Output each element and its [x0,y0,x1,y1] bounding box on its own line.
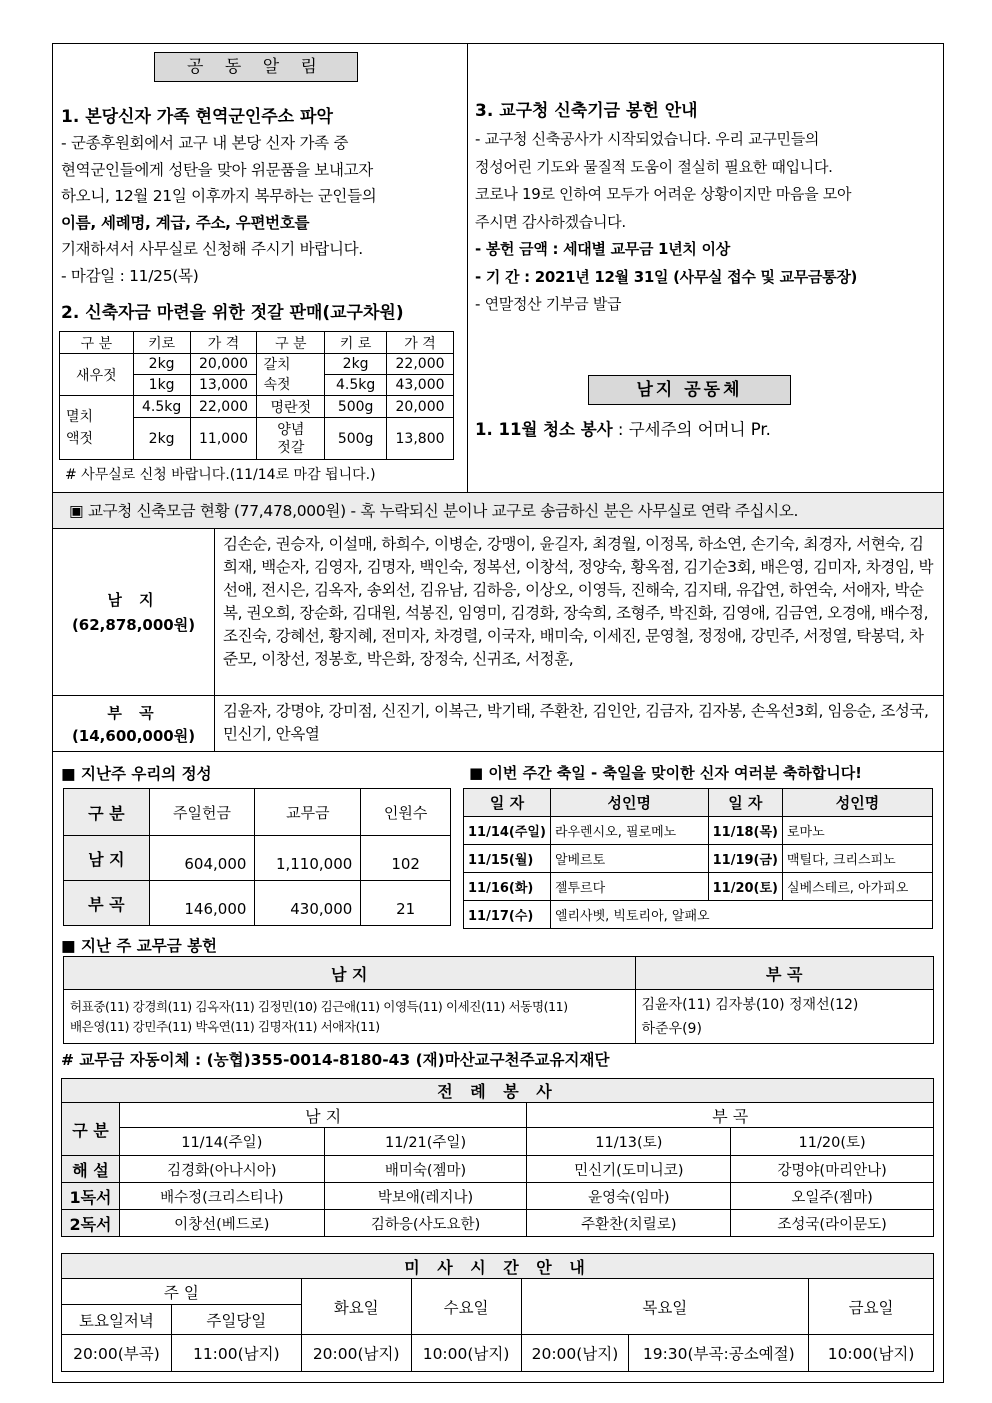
mass-time: 20:00(부곡) [62,1335,172,1372]
dues-bugok-line: 하준우(9) [641,1020,702,1037]
item3-title: 3. 교구청 신축기금 봉헌 안내 [475,101,698,121]
dues-namji-names [64,990,636,1044]
cell: 500g [325,418,387,460]
col-header: 구 분 [60,332,134,354]
cell: 2kg [325,354,387,375]
cell: 1kg [133,375,190,396]
col-header: 구 분 [64,789,150,836]
cell: 강명야(마리안나) [731,1156,934,1183]
feast-date: 11/19(금) [708,845,782,873]
mass-sat-evening: 토요일저녁 [62,1305,172,1335]
cell: 4.5kg [325,375,387,396]
namji-amount: (62,878,000원) [71,616,196,634]
feast-saints: 맥틸다, 크리스피노 [782,845,932,873]
col-header: 일 자 [464,789,551,817]
item1-body [61,130,463,289]
col-header: 구 분 [257,332,325,354]
product-shrimp: 새우젓 [60,354,134,396]
table-row [62,1335,934,1372]
item3-body [475,126,939,319]
item3-line: 코로나 19로 인하여 모두가 어려운 상황이지만 마음을 모아 [475,185,852,203]
item3-line: - 교구청 신축공사가 시작되었습니다. 우리 교구민들의 [475,130,820,148]
service-role: 1독서 [62,1183,120,1210]
cell: 22,000 [387,354,454,375]
feast-date: 11/20(토) [708,873,782,901]
table-row [464,845,933,873]
feast-saints: 라우렌시오, 필로메노 [550,817,708,845]
table-row [62,1156,934,1183]
row-label: 남 지 [64,836,150,881]
mass-fri-header: 금요일 [809,1279,934,1335]
item1-line: 현역군인들에게 성탄을 맞아 위문품을 보내고자 [61,160,373,179]
cell: 박보애(레지나) [324,1183,527,1210]
table-row [64,990,934,1044]
fund-header: ▣ 교구청 신축모금 현황 (77,478,000원) - 혹 누락되신 분이나 교구로 송금하신 분은 사무실로 연락 주십시오. [53,493,943,529]
cell: 오일주(젬마) [731,1183,934,1210]
item1-title: 1. 본당신자 가족 현역군인주소 파악 [61,107,333,127]
table-title-row [62,1079,934,1103]
bugok-amount: (14,600,000원) [71,727,196,745]
col-header: 성인명 [550,789,708,817]
dues-namji-line: 허표중(11) 강경희(11) 김옥자(11) 김정민(10) 김근애(11) 이영득(11) 이세진(11) 서동명(11) [70,998,568,1014]
cell: 146,000 [149,881,255,926]
table-row [62,1183,934,1210]
mass-time: 10:00(남지) [809,1335,934,1372]
cell: 13,000 [190,375,257,396]
service-date: 11/20(토) [731,1128,934,1156]
col-header: 키로 [133,332,190,354]
dues-namji-header: 남 지 [64,957,636,990]
cell: 배미숙(젬마) [324,1156,527,1183]
feast-date: 11/17(수) [464,901,551,929]
table-header-row [464,789,933,817]
item1-line: 하오니, 12월 21일 이후까지 복무하는 군인들의 [61,187,377,205]
mass-thu-header: 목요일 [521,1279,809,1335]
dues-bugok-names [635,990,933,1044]
item3-line: 정성어린 기도와 물질적 도움이 절실히 필요한 때입니다. [475,157,833,176]
cell: 20,000 [190,354,257,375]
mass-time: 10:00(남지) [411,1335,521,1372]
notice-title: 공 동 알 림 [154,52,358,82]
mass-tue-header: 화요일 [301,1279,411,1335]
cell: 민신기(도미니코) [527,1156,731,1183]
item1-line: - 군종후원회에서 교구 내 본당 신자 가족 중 [61,134,349,152]
product-pollock: 명란젓 [257,396,325,418]
service-role: 2독서 [62,1210,120,1237]
cell: 11,000 [190,418,257,460]
cell: 김경화(아나시아) [119,1156,324,1183]
feast-date: 11/14(주일) [464,817,551,845]
bugok-donor-names: 김윤자, 강명야, 강미점, 신진기, 이복근, 박기태, 주환찬, 김인안, 김금자, 김자봉, 손옥선3회, 임응순, 조성국, 민신기, 안옥열 [223,702,929,743]
cleaning-value: : 구세주의 어머니 Pr. [612,420,771,439]
autopay-info: # 교무금 자동이체 : (농협)355-0014-8180-43 (재)마산교구천주교유지재단 [61,1051,610,1069]
offering-title: ■ 지난주 우리의 정성 [61,765,212,783]
feast-saints: 실베스테르, 아가피오 [782,873,932,901]
column-divider [467,44,468,493]
cleaning-label: 1. 11월 청소 봉사 [475,420,613,439]
cell: 604,000 [149,836,255,881]
cell: 2kg [133,354,190,375]
mass-time: 20:00(남지) [301,1335,411,1372]
cell: 배수정(크리스티나) [119,1183,324,1210]
dues-bugok-line: 김윤자(11) 김자봉(10) 정재선(12) [641,996,859,1013]
mass-wed-header: 수요일 [411,1279,521,1335]
col-header: 성인명 [782,789,932,817]
fund-namji-row [53,529,943,696]
cell: 22,000 [190,396,257,418]
col-header: 가 격 [387,332,454,354]
service-bugok-header: 부 곡 [527,1103,934,1128]
dues-bugok-header: 부 곡 [635,957,933,990]
col-header: 일 자 [708,789,782,817]
mass-title: 미 사 시 간 안 내 [62,1254,934,1279]
service-date: 11/13(토) [527,1128,731,1156]
table-header-row [62,1128,934,1156]
cell: 주환찬(치릴로) [527,1210,731,1237]
service-date: 11/14(주일) [119,1128,324,1156]
mass-time: 11:00(남지) [171,1335,301,1372]
service-title: 전 례 봉 사 [62,1079,934,1103]
jeotgal-price-table [59,331,454,460]
feast-date: 11/15(월) [464,845,551,873]
col-header: 가 격 [190,332,257,354]
notice-section [53,44,943,493]
product-anchovy: 멸치 액젓 [60,396,134,460]
table-header-row [64,957,934,990]
col-header: 인원수 [361,789,451,836]
service-role: 해 설 [62,1156,120,1183]
cell: 4.5kg [133,396,190,418]
table-row [464,817,933,845]
col-header: 키 로 [325,332,387,354]
table-row [64,881,451,926]
item2-note: # 사무실로 신청 바랍니다.(11/14로 마감 됩니다.) [65,467,376,483]
cell: 500g [325,396,387,418]
table-title-row [62,1254,934,1279]
feast-saints: 로마노 [782,817,932,845]
table-header-row [60,332,454,354]
cell: 2kg [133,418,190,460]
cleaning-service [475,416,771,440]
cell: 김하응(사도요한) [324,1210,527,1237]
mass-sunday-header: 주 일 [62,1279,302,1305]
cell: 21 [361,881,451,926]
table-row [60,396,454,418]
service-namji-header: 남 지 [119,1103,527,1128]
feast-date: 11/16(화) [464,873,551,901]
service-date: 11/21(주일) [324,1128,527,1156]
feast-date: 11/18(목) [708,817,782,845]
cell: 이창선(베드로) [119,1210,324,1237]
namji-community-title: 남지 공동체 [588,375,791,405]
cell: 430,000 [255,881,361,926]
bulletin-page [52,43,944,1383]
table-header-row [62,1103,934,1128]
col-header: 교무금 [255,789,361,836]
service-gubun: 구 분 [62,1103,120,1156]
item2-title: 2. 신축자금 마련을 위한 젓갈 판매(교구차원) [61,303,404,323]
fund-namji-label [53,529,215,695]
fund-bugok-label [53,696,215,751]
bugok-label: 부 곡 [107,704,160,722]
mass-sunday-day: 주일당일 [171,1305,301,1335]
product-seasoned: 양념 젓갈 [257,418,325,460]
item3-period: - 기 간 : 2021년 12월 31일 (사무실 접수 및 교무금통장) [475,267,858,286]
feast-saints: 엘리사벳, 빅토리아, 알패오 [550,901,932,929]
feast-saints: 알베르토 [550,845,708,873]
cell: 102 [361,836,451,881]
item3-amount: - 봉헌 금액 : 세대별 교무금 1년치 이상 [475,240,730,258]
product-hairtail: 갈치 속젓 [257,354,325,396]
mass-time: 19:30(부곡:공소예절) [629,1335,809,1372]
fund-bugok-row [53,696,943,752]
dues-title: ■ 지난 주 교무금 봉헌 [61,937,218,955]
feast-saints: 젤투르다 [550,873,708,901]
cell: 1,110,000 [255,836,361,881]
table-header-row [64,789,451,836]
cell: 조성국(라이문도) [731,1210,934,1237]
dues-namji-line: 배은영(11) 강민주(11) 박옥연(11) 김명자(11) 서애자(11) [70,1018,380,1034]
cell: 20,000 [387,396,454,418]
table-row [62,1210,934,1237]
liturgy-service-table [61,1078,934,1237]
cell: 43,000 [387,375,454,396]
table-row [60,354,454,375]
table-row [464,901,933,929]
col-header: 주일헌금 [149,789,255,836]
table-row [64,836,451,881]
mass-times-table [61,1253,934,1372]
table-header-row [62,1279,934,1305]
row-label: 부 곡 [64,881,150,926]
item1-deadline: - 마감일 : 11/25(목) [61,266,199,285]
item1-line-bold: 이름, 세례명, 계급, 주소, 우편번호를 [61,213,310,232]
feast-table [463,788,933,929]
offering-table [63,788,451,926]
cell: 13,800 [387,418,454,460]
cell: 윤영숙(임마) [527,1183,731,1210]
namji-label: 남 지 [107,591,160,609]
item1-line: 기재하셔서 사무실로 신청해 주시기 바랍니다. [61,240,363,258]
item3-line: - 연말정산 기부금 발급 [475,295,622,313]
item3-line: 주시면 감사하겠습니다. [475,212,626,231]
dues-table [63,956,934,1044]
mass-time: 20:00(남지) [521,1335,629,1372]
table-row [464,873,933,901]
namji-donor-names: 김손순, 권승자, 이설매, 하희수, 이병순, 강맹이, 윤길자, 최경월, 이정목, 하소연, 손기숙, 최경자, 서현숙, 김희재, 백순자, 김영자, 김명자, 백인숙, 정복선, 이창석, 정양숙, 황옥점, 김기순3회, 배은영, 김미자, 차경임, 박선애, 전시은, 김옥자, 송외선, 김유남, 김하응, 이상오, 이영득, 진해숙, 김지태, 유갑연, 하연숙, 서애자, 박순복, 권오희, 장순화, 김대원, 석봉진, 임영미, 김경화, 장숙희, 조형주, 박진화, 김영애, 김금연, 오경애, 배수정, 조진숙, 강혜선, 황지혜, 전미자, 차경렬, 이국자, 배미숙, 이세진, 문영철, 정정애, 강민주, 서정열, 탁봉덕, 차준모, 이창선, 정봉호, 박은화, 장정숙, 신귀조, 서정훈, [223,535,934,668]
feast-title: ■ 이번 주간 축일 - 축일을 맞이한 신자 여러분 축하합니다! [469,764,863,782]
